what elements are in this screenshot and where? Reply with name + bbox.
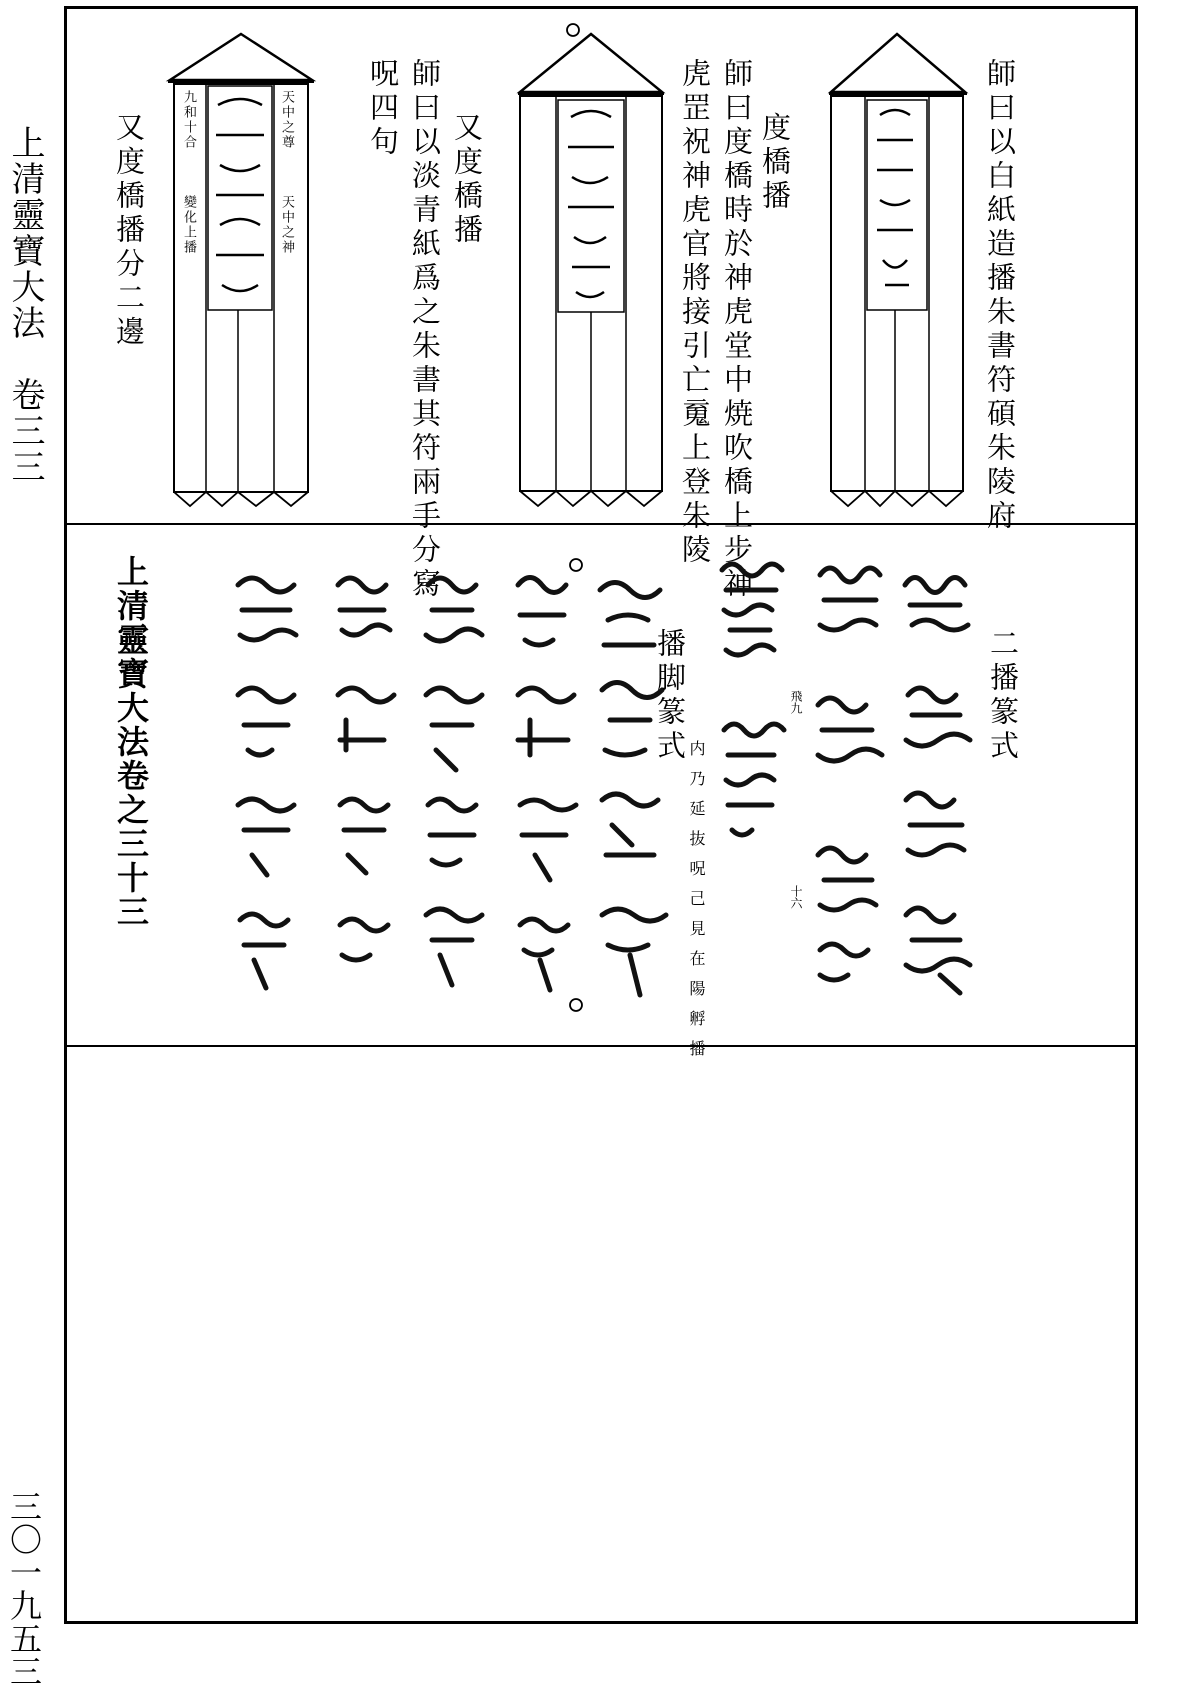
- banner-illustration-1: [825, 30, 970, 510]
- text-column-7: 呪四句: [366, 58, 400, 160]
- text-column-1: 師曰以白紙造播朱書符碩朱陵府: [983, 58, 1017, 534]
- text-column-3: 師曰度橋時於神虎堂中焼吹橋上步神: [720, 58, 754, 602]
- section-divider-top: [64, 523, 1138, 525]
- closing-title: 上清靈寶大法卷之三十三: [112, 555, 150, 929]
- heading-er-bo-zhuan-shi: 二播篆式: [986, 628, 1020, 764]
- seal-note-fei-jiu: 飛九: [789, 690, 803, 714]
- heading-you-du-qiao-bo-fen-er-bian: 又度橋播分二邊: [112, 112, 146, 350]
- section-divider-bottom: [64, 1045, 1138, 1047]
- banner-illustration-2: [516, 22, 666, 510]
- banner-3-label-4: 變化上播: [181, 195, 196, 255]
- banner-3-label-2: 天中之神: [279, 195, 294, 255]
- sub-note: 内乃延抜呪己見在陽孵播: [687, 740, 706, 1070]
- text-column-4: 虎罡祝神虎官將接引亡䰟上登朱陵: [678, 58, 712, 568]
- banner-3-label-1: 天中之尊: [279, 90, 294, 150]
- banner-3-label-3: 九和十合: [181, 90, 196, 150]
- seal-note-shi-liu: 十六: [789, 885, 803, 909]
- text-column-6: 師曰以淡青紙爲之朱書其符兩手分寫: [408, 58, 442, 602]
- heading-you-du-qiao-bo: 又度橋播: [450, 112, 484, 248]
- heading-bo-jiao-zhuan-shi: 播脚篆式: [653, 628, 687, 764]
- page-number-margin: 三〇一九五三: [5, 1490, 43, 1688]
- book-title-margin: 上清靈寶大法 卷三三: [5, 125, 45, 485]
- heading-du-qiao-bo: 度橋播: [758, 112, 792, 214]
- seal-script-glyphs: [200, 555, 980, 1015]
